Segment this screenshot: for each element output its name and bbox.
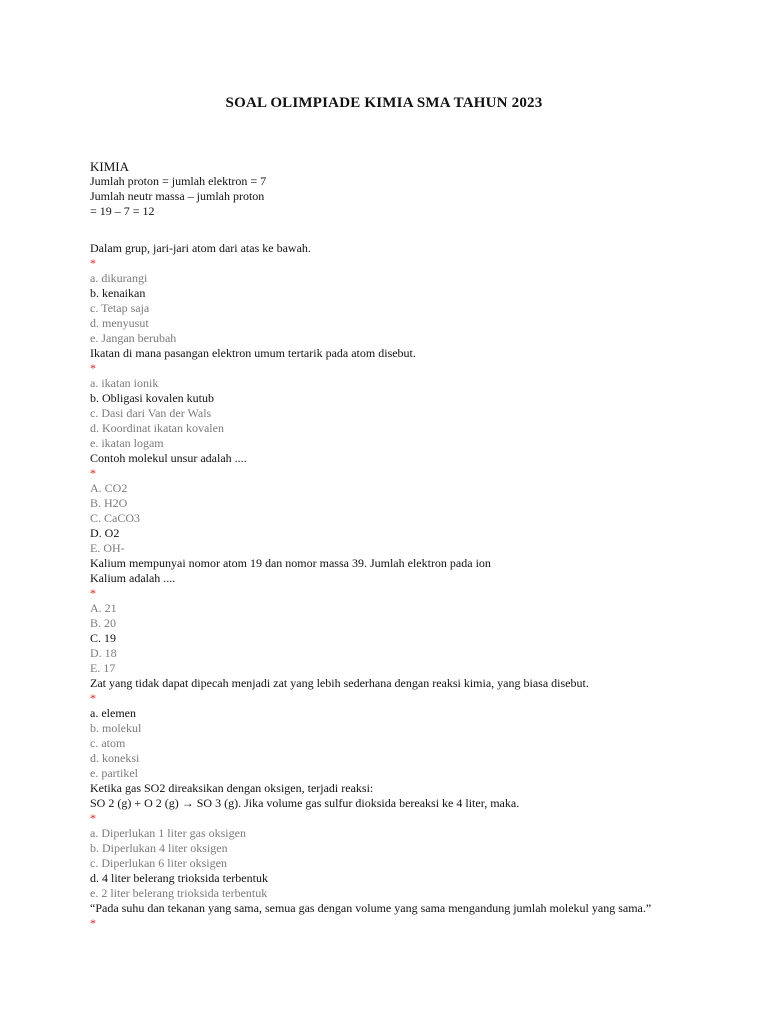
question-block bbox=[90, 901, 730, 931]
question-block bbox=[90, 346, 730, 451]
answer-option[interactable]: b. Diperlukan 4 liter oksigen bbox=[90, 841, 228, 855]
answer-option[interactable]: d. menyusut bbox=[90, 316, 149, 330]
answer-option[interactable]: C. CaCO3 bbox=[90, 511, 141, 525]
required-asterisk: * bbox=[90, 916, 96, 930]
answer-option[interactable]: b. kenaikan bbox=[90, 286, 146, 300]
answer-option[interactable]: a. ikatan ionik bbox=[90, 376, 159, 390]
question-text: Kalium mempunyai nomor atom 19 dan nomor massa 39. Jumlah elektron pada ion bbox=[90, 556, 491, 570]
required-asterisk: * bbox=[90, 256, 96, 270]
answer-option[interactable]: C. 19 bbox=[90, 631, 117, 645]
answer-option[interactable]: c. Tetap saja bbox=[90, 301, 150, 315]
intro-line: = 19 – 7 = 12 bbox=[90, 204, 155, 218]
answer-option[interactable]: D. 18 bbox=[90, 646, 117, 660]
intro-line: Jumlah proton = jumlah elektron = 7 bbox=[90, 174, 267, 188]
answer-option[interactable]: a. Diperlukan 1 liter gas oksigen bbox=[90, 826, 246, 840]
answer-option[interactable]: c. Diperlukan 6 liter oksigen bbox=[90, 856, 227, 870]
question-text: Ketika gas SO2 direaksikan dengan oksigen, terjadi reaksi: bbox=[90, 781, 374, 795]
answer-option[interactable]: A. 21 bbox=[90, 601, 117, 615]
answer-option[interactable]: B. H2O bbox=[90, 496, 128, 510]
answer-option[interactable]: a. elemen bbox=[90, 706, 136, 720]
question-block bbox=[90, 241, 730, 346]
question-text: Dalam grup, jari-jari atom dari atas ke bawah. bbox=[90, 241, 311, 255]
answer-option[interactable]: e. Jangan berubah bbox=[90, 331, 177, 345]
question-text: “Pada suhu dan tekanan yang sama, semua gas dengan volume yang sama mengandung jumlah molekul yang sama.” bbox=[90, 901, 652, 915]
required-asterisk: * bbox=[90, 586, 96, 600]
answer-option[interactable]: a. dikurangi bbox=[90, 271, 148, 285]
answer-option[interactable]: c. atom bbox=[90, 736, 126, 750]
question-block bbox=[90, 556, 730, 676]
answer-option[interactable]: E. 17 bbox=[90, 661, 116, 675]
answer-option[interactable]: d. koneksi bbox=[90, 751, 140, 765]
question-text: Zat yang tidak dapat dipecah menjadi zat yang lebih sederhana dengan reaksi kimia, yang biasa disebut. bbox=[90, 676, 589, 690]
answer-option[interactable]: e. 2 liter belerang trioksida terbentuk bbox=[90, 886, 268, 900]
question-list bbox=[90, 241, 730, 931]
question-text: Ikatan di mana pasangan elektron umum tertarik pada atom disebut. bbox=[90, 346, 416, 360]
section-heading: KIMIA bbox=[90, 159, 129, 174]
required-asterisk: * bbox=[90, 811, 96, 825]
question-text: Contoh molekul unsur adalah .... bbox=[90, 451, 247, 465]
question-text: SO 2 (g) + O 2 (g) → SO 3 (g). Jika volume gas sulfur dioksida bereaksi ke 4 liter, maka. bbox=[90, 796, 520, 810]
answer-option[interactable]: E. OH- bbox=[90, 541, 125, 555]
required-asterisk: * bbox=[90, 691, 96, 705]
question-text: Kalium adalah .... bbox=[90, 571, 176, 585]
answer-option[interactable]: d. 4 liter belerang trioksida terbentuk bbox=[90, 871, 268, 885]
question-block bbox=[90, 781, 730, 901]
document-content bbox=[90, 159, 730, 931]
answer-option[interactable]: d. Koordinat ikatan kovalen bbox=[90, 421, 224, 435]
question-block bbox=[90, 451, 730, 556]
required-asterisk: * bbox=[90, 361, 96, 375]
intro-line: Jumlah neutr massa – jumlah proton bbox=[90, 189, 265, 203]
answer-option[interactable]: b. molekul bbox=[90, 721, 142, 735]
answer-option[interactable]: B. 20 bbox=[90, 616, 117, 630]
document-title: SOAL OLIMPIADE KIMIA SMA TAHUN 2023 bbox=[225, 95, 543, 111]
required-asterisk: * bbox=[90, 466, 96, 480]
answer-option[interactable]: b. Obligasi kovalen kutub bbox=[90, 391, 214, 405]
answer-option[interactable]: e. partikel bbox=[90, 766, 138, 780]
answer-option[interactable]: D. O2 bbox=[90, 526, 120, 540]
answer-option[interactable]: A. CO2 bbox=[90, 481, 128, 495]
question-block bbox=[90, 676, 730, 781]
answer-option[interactable]: e. ikatan logam bbox=[90, 436, 164, 450]
spacer bbox=[90, 219, 730, 241]
answer-option[interactable]: c. Dasi dari Van der Wals bbox=[90, 406, 212, 420]
